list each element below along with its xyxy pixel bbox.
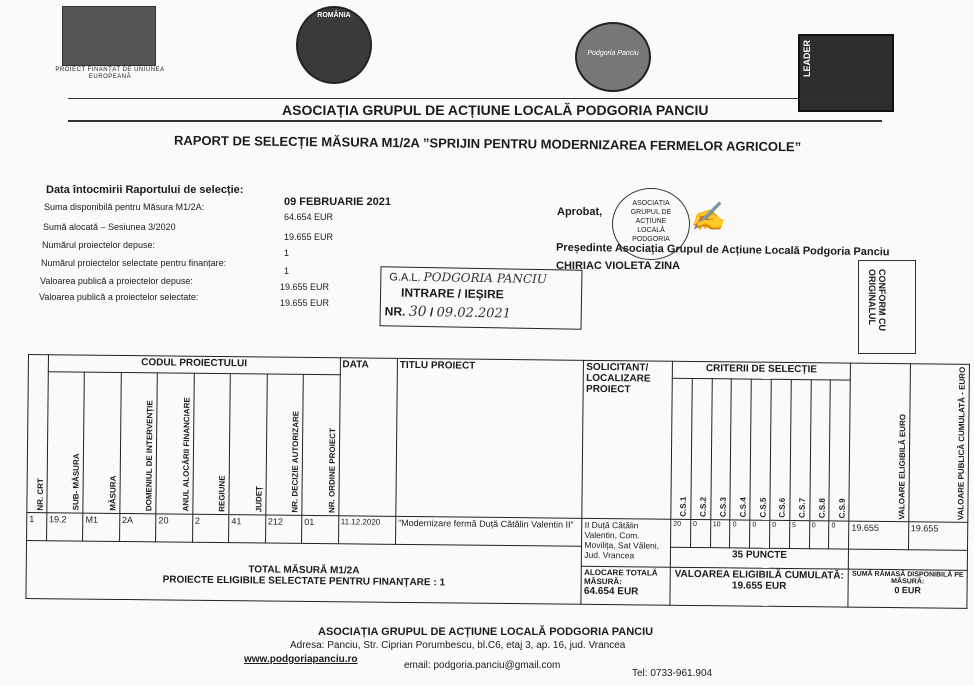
cell-score-2: 0 bbox=[690, 520, 710, 548]
public-submitted-value: 19.655 EUR bbox=[280, 282, 330, 292]
col-cs3: C.S.3 bbox=[710, 378, 731, 520]
public-submitted-label: Valoarea publică a proiectelor depuse: bbox=[40, 276, 193, 286]
col-regiune: REGIUNE bbox=[192, 373, 230, 515]
col-cs2: C.S.2 bbox=[691, 378, 712, 520]
leader-text: LEADER bbox=[802, 40, 812, 78]
eu-caption: PROIECT FINANȚAT DE UNIUNEA EUROPEANĂ bbox=[55, 67, 165, 80]
cell-score-4: 0 bbox=[730, 520, 750, 548]
cell-dom: 2A bbox=[119, 514, 156, 542]
round-stamp-text: ASOCIAȚIA GRUPUL DE ACȚIUNE LOCALĂ PODGORIA bbox=[630, 200, 672, 243]
col-data: DATA bbox=[338, 358, 397, 517]
eu-flag-logo bbox=[62, 6, 156, 66]
president-title: Președinte Asociația Grupul de Acțiune Locală Podgoria Panciu bbox=[555, 241, 890, 259]
col-sub-masura: SUB- MĂSURA bbox=[47, 371, 85, 513]
stamp-date-handwritten: 09.02.2021 bbox=[436, 305, 512, 322]
total-points: 35 PUNCTE bbox=[670, 548, 848, 570]
cumulated-eligible bbox=[670, 568, 849, 608]
col-cs8: C.S.8 bbox=[809, 379, 830, 521]
stamp-gal: G.A.L. PODGORIA PANCIU bbox=[389, 269, 548, 287]
available-value: 64.654 EUR bbox=[284, 212, 334, 222]
selected-value: 1 bbox=[284, 266, 290, 276]
date-value: 09 FEBRUARIE 2021 bbox=[284, 196, 391, 208]
cell-score-5: 0 bbox=[750, 521, 770, 549]
col-solicitant: SOLICITANT/ LOCALIZARE PROIECT bbox=[582, 360, 672, 519]
seal-ro-text: ROMÂNIA bbox=[317, 12, 351, 19]
romania-ministry-seal bbox=[296, 6, 372, 84]
cell-mas: M1 bbox=[83, 514, 120, 542]
col-titlu: TITLU PROIECT bbox=[396, 358, 584, 518]
cell-dec: 212 bbox=[265, 515, 302, 543]
footer-tel: Tel: 0733-961.904 bbox=[632, 668, 713, 679]
alloc-total bbox=[581, 567, 670, 606]
header-divider-bottom bbox=[68, 120, 882, 122]
alloc-total-label: ALOCARE TOTALĂ MĂSURĂ: bbox=[583, 568, 658, 587]
footer-address: Adresa: Panciu, Str. Ciprian Porumbescu, bl.C6, etaj 3, ap. 16, jud. Vrancea bbox=[290, 640, 626, 651]
cell-ord: 01 bbox=[302, 516, 339, 544]
allocated-label: Sumă alocată – Sesiunea 3/2020 bbox=[43, 222, 176, 232]
cell-solicitant: II Duță Cătălin Valentin, Com. Movilița, Sat Văleni, Jud. Vrancea bbox=[582, 519, 671, 568]
cum-label: VALOAREA ELIGIBILĂ CUMULATĂ: bbox=[674, 569, 844, 583]
cell-score-6: 0 bbox=[769, 521, 789, 549]
col-nr-decizie: NR. DECIZIE AUTORIZARE bbox=[265, 374, 303, 516]
footer-email[interactable]: email: podgoria.panciu@gmail.com bbox=[404, 660, 561, 671]
signature: ✍ bbox=[690, 200, 725, 233]
cell-score-3: 10 bbox=[710, 520, 730, 548]
remaining-label: SUMĂ RĂMASĂ DISPONIBILĂ PE MĂSURĂ: bbox=[851, 571, 964, 586]
cum-value: 19.655 EUR bbox=[731, 580, 787, 593]
col-nr-crt: NR. CRT bbox=[27, 355, 48, 514]
col-codul: CODUL PROIECTULUI bbox=[48, 355, 340, 375]
stamp-nr: NR. 30 / 09.02.2021 bbox=[384, 303, 512, 322]
cell-score-8: 0 bbox=[809, 521, 829, 549]
conform-stamp bbox=[858, 260, 916, 354]
footer-website[interactable]: www.podgoriapanciu.ro bbox=[244, 654, 358, 665]
cell-cumulated: 19.655 bbox=[908, 522, 968, 551]
col-cs5: C.S.5 bbox=[750, 379, 771, 521]
selection-table bbox=[25, 354, 970, 609]
header-divider-top bbox=[68, 98, 882, 99]
stamp-nr-handwritten: 30 bbox=[408, 303, 427, 321]
registration-stamp bbox=[379, 266, 582, 330]
cell-an: 20 bbox=[156, 514, 193, 542]
available-label: Suma disponibilă pentru Măsura M1/2A: bbox=[44, 202, 205, 212]
allocated-value: 19.655 EUR bbox=[284, 232, 334, 242]
cell-sub: 19.2 bbox=[46, 513, 83, 541]
col-judet: JUDEȚ bbox=[229, 373, 267, 515]
stamp-gal-handwritten: PODGORIA PANCIU bbox=[423, 269, 548, 287]
date-label: Data întocmirii Raportului de selecție: bbox=[46, 184, 244, 196]
association-header: ASOCIAȚIA GRUPUL DE ACȚIUNE LOCALĂ PODGORIA PANCIU bbox=[282, 102, 709, 118]
remaining-value: 0 EUR bbox=[894, 585, 921, 596]
report-title: RAPORT DE SELECȚIE MĂSURA M1/2A ”SPRIJIN PENTRU MODERNIZAREA FERMELOR AGRICOLE” bbox=[173, 132, 802, 155]
col-cs6: C.S.6 bbox=[770, 379, 791, 521]
col-cs9: C.S.9 bbox=[829, 380, 850, 522]
col-criterii: CRITERII DE SELECȚIE bbox=[672, 361, 850, 380]
total-section bbox=[26, 561, 582, 605]
footer-association: ASOCIAȚIA GRUPUL DE ACȚIUNE LOCALĂ PODGORIA PANCIU bbox=[318, 626, 654, 638]
stamp-entry: INTRARE / IEȘIRE bbox=[400, 285, 504, 302]
alloc-total-value: 64.654 EUR bbox=[583, 586, 639, 598]
cell-titlu: ”Modernizare fermă Duță Cătălin Valentin II” bbox=[395, 517, 582, 547]
cell-score-1: 20 bbox=[670, 520, 690, 548]
cell-score-9: 0 bbox=[829, 521, 849, 549]
col-anul: ANUL ALOCĂRII FINANCIARE bbox=[156, 372, 194, 514]
col-masura: MĂSURA bbox=[83, 372, 121, 514]
approved-label: Aprobat, bbox=[557, 206, 603, 218]
submitted-value: 1 bbox=[284, 248, 290, 258]
col-cs4: C.S.4 bbox=[730, 379, 751, 521]
col-cs7: C.S.7 bbox=[790, 379, 811, 521]
col-valoare-eligibila: VALOARE ELIGIBILĂ EURO bbox=[849, 363, 910, 522]
total-label: TOTAL MĂSURĂ M1/2A bbox=[248, 564, 360, 577]
leader-logo bbox=[798, 34, 894, 112]
col-domeniu: DOMENIUL DE INTERVENȚIE bbox=[120, 372, 158, 514]
col-valoare-publica: VALOARE PUBLICĂ CUMULATĂ - EURO bbox=[908, 364, 969, 523]
public-selected-label: Valoarea publică a proiectelor selectate: bbox=[39, 292, 199, 302]
seal-pp-text: Podgoria Panciu bbox=[587, 50, 639, 57]
podgoria-panciu-logo bbox=[575, 22, 651, 92]
cell-data: 11.12.2020 bbox=[338, 516, 396, 545]
col-cs1: C.S.1 bbox=[671, 378, 692, 520]
eligible-selected: PROIECTE ELIGIBILE SELECTATE PENTRU FINANȚARE : 1 bbox=[162, 574, 446, 589]
col-nr-ordine: NR. ORDINE PROIECT bbox=[302, 374, 340, 516]
conform-text: CONFORM CU ORIGINALUL bbox=[867, 269, 887, 331]
president-name: CHIRIAC VIOLETA ZINA bbox=[556, 260, 681, 272]
selected-label: Numărul proiectelor selectate pentru finanțare: bbox=[41, 258, 227, 268]
cell-eligible: 19.655 bbox=[849, 522, 909, 551]
remaining-sum bbox=[848, 570, 967, 609]
submitted-label: Numărul proiectelor depuse: bbox=[42, 240, 156, 250]
public-selected-value: 19.655 EUR bbox=[280, 298, 330, 308]
cell-score-7: 5 bbox=[789, 521, 809, 549]
cell-jud: 41 bbox=[229, 515, 266, 543]
cell-nr: 1 bbox=[27, 513, 47, 541]
cell-reg: 2 bbox=[192, 515, 229, 543]
